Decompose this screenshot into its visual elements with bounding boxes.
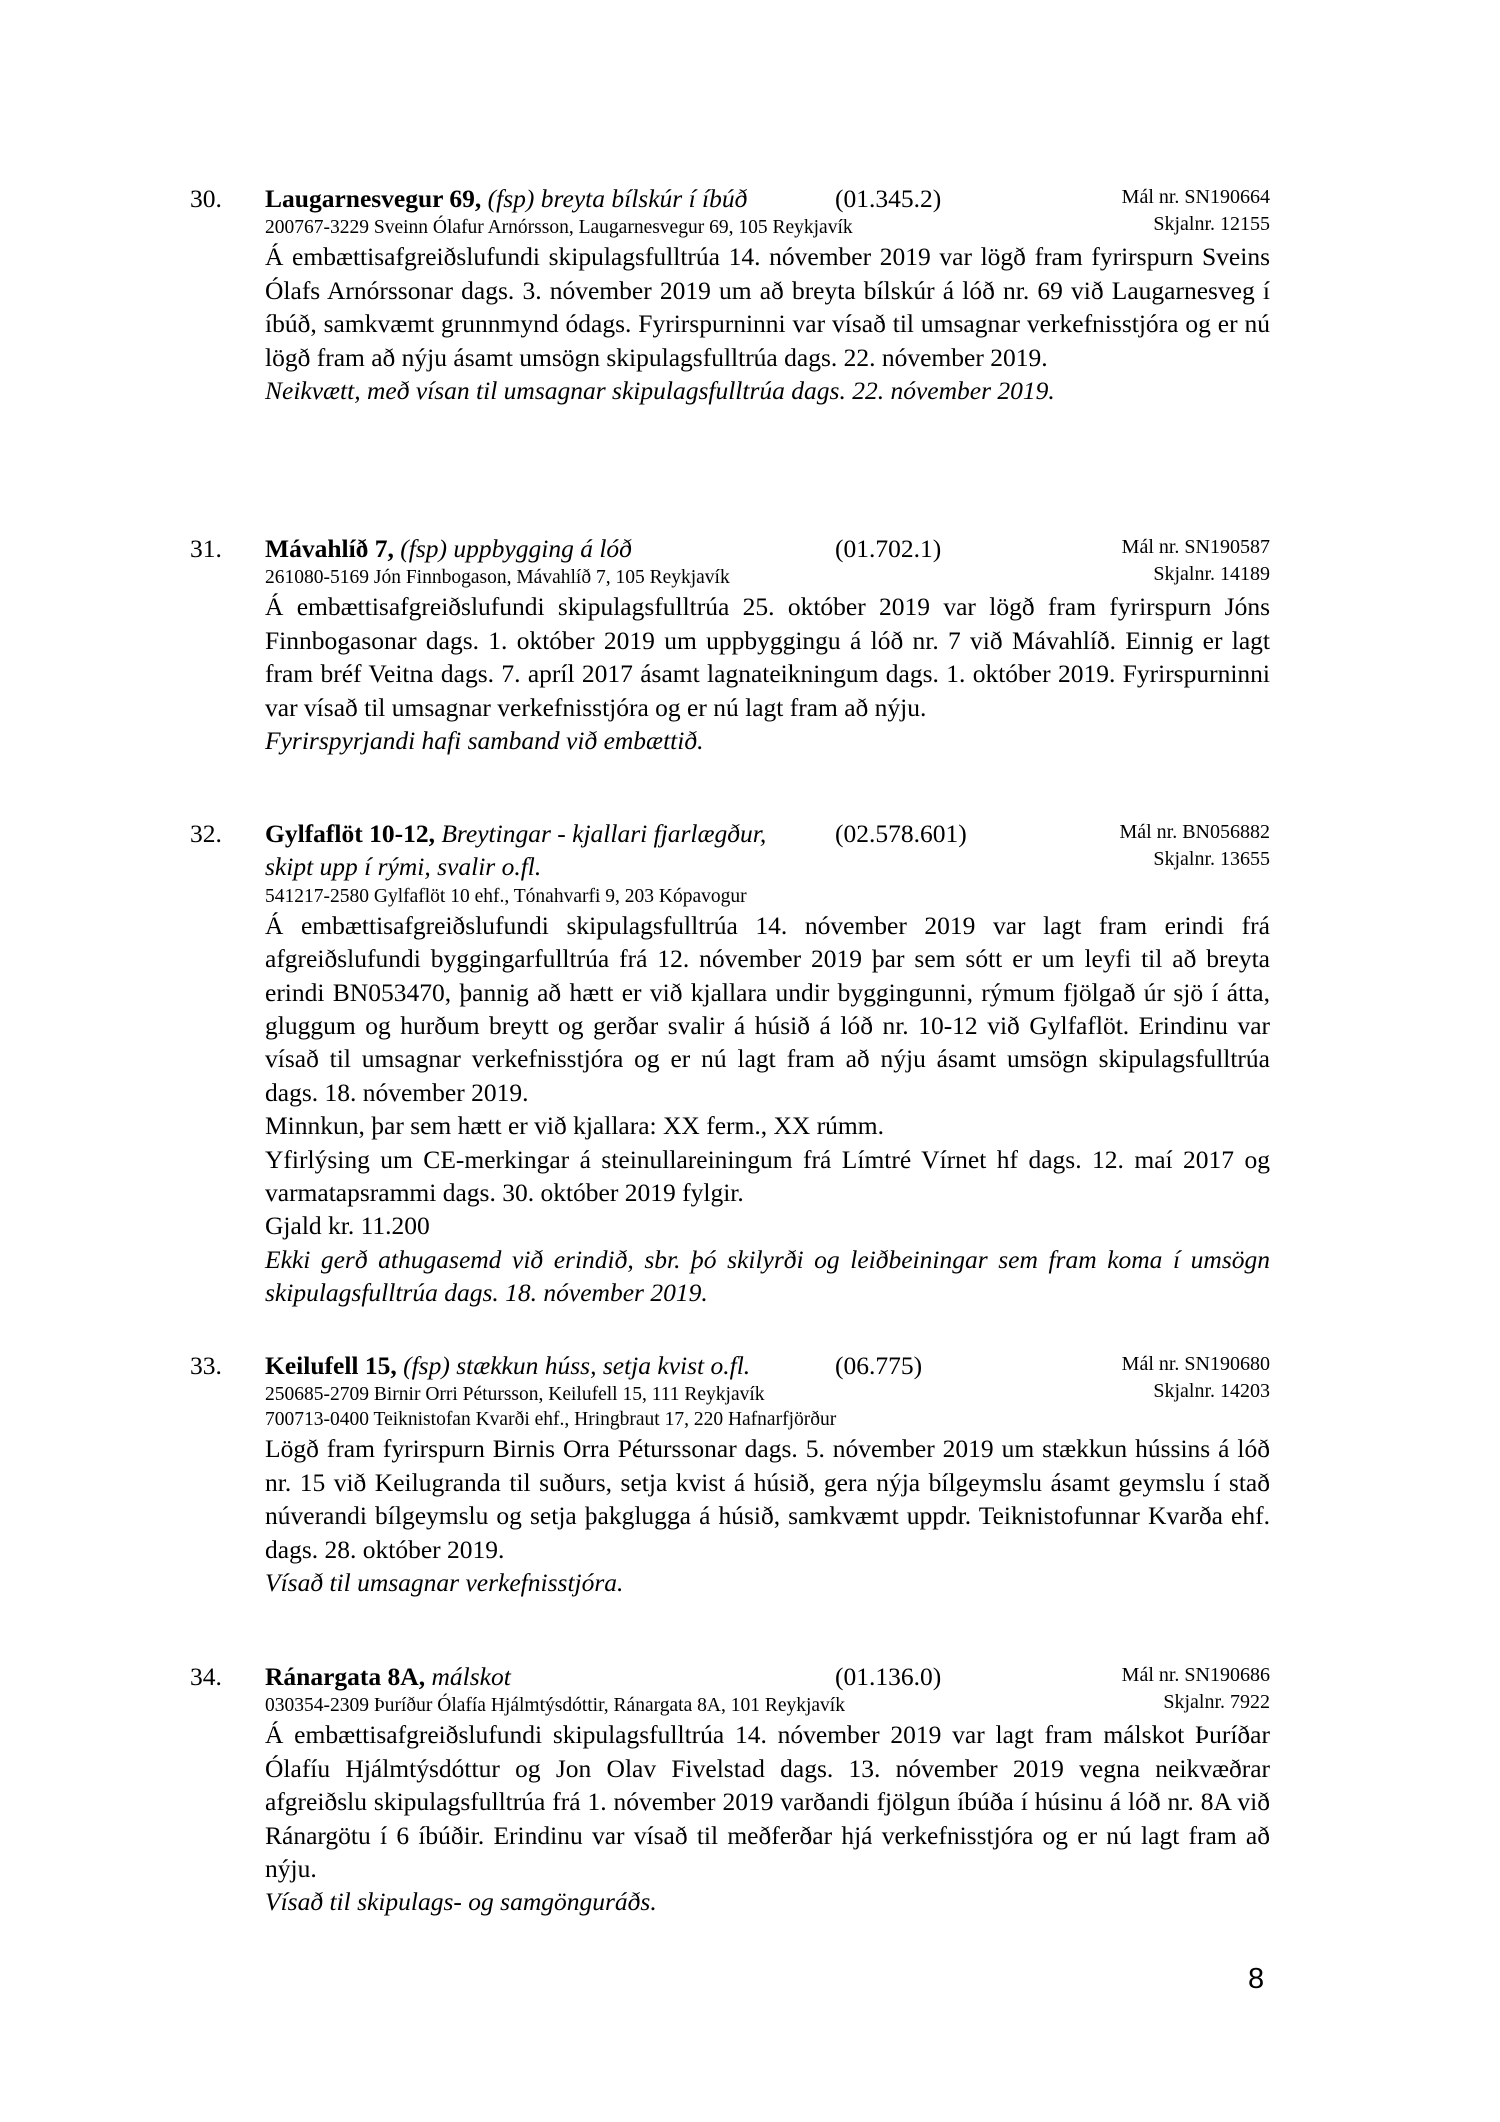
- case-refs: [1122, 184, 1270, 237]
- agenda-item-31: [190, 532, 1270, 757]
- party-line: 700713-0400 Teiknistofan Kvarði ehf., Hringbraut 17, 220 Hafnarfjörður: [265, 1409, 837, 1431]
- document-number: Skjalnr. 14189: [1153, 562, 1270, 585]
- title-address: Mávahlíð 7,: [265, 534, 394, 563]
- decision-line: Vísað til skipulags- og samgönguráðs.: [265, 1887, 657, 1917]
- item-title: [265, 1660, 780, 1693]
- case-number: Mál nr. SN190680: [1121, 1353, 1270, 1375]
- title-address: Keilufell 15,: [265, 1351, 397, 1380]
- case-refs: [1122, 1662, 1270, 1715]
- body-paragraph: Minnkun, þar sem hætt er við kjallara: XX ferm., XX rúmm.: [265, 1111, 884, 1141]
- agenda-item-34: [190, 1660, 1270, 1919]
- title-address: Gylfaflöt 10-12,: [265, 819, 435, 848]
- item-title: [265, 1349, 780, 1382]
- title-subject: (fsp) uppbygging á lóð: [400, 534, 632, 563]
- body-paragraph: Yfirlýsing um CE-merkingar á steinullareiningum frá Límtré Vírnet hf dags. 12. maí 2017 og varmatapsrammi dags. 30. október 2019 fylgir.: [265, 1144, 1270, 1208]
- case-number: Mál nr. SN190587: [1121, 536, 1270, 558]
- decision-line: Vísað til umsagnar verkefnisstjóra.: [265, 1568, 624, 1598]
- item-number: 31.: [190, 534, 222, 563]
- body-paragraph: Á embættisafgreiðslufundi skipulagsfulltrúa 25. október 2019 var lögð fram fyrirspurn Jóns Finnbogasonar dags. 1. október 2019 um uppbyggingu á lóð nr. 7 við Mávahlíð. Einnig er lagt fram bréf Veitna dags. 7. apríl 2017 ásamt lagnateikningum dags. 1. október 2019. Fyrirspurninni var vísað til umsagnar verkefnisstjóra og er nú lagt fram að nýju.: [265, 592, 1270, 722]
- party-line: 030354-2309 Þuríður Ólafía Hjálmtýsdóttir, Ránargata 8A, 101 Reykjavík: [265, 1695, 845, 1717]
- case-number: Mál nr. SN190664: [1121, 186, 1270, 208]
- decision-line: Fyrirspyrjandi hafi samband við embættið.: [265, 726, 704, 756]
- party-line: 200767-3229 Sveinn Ólafur Arnórsson, Laugarnesvegur 69, 105 Reykjavík: [265, 217, 853, 239]
- title-address: Laugarnesvegur 69,: [265, 184, 482, 213]
- title-subject: Breytingar - kjallari fjarlægður, skipt upp í rými, svalir o.fl.: [265, 819, 767, 882]
- case-refs: [1122, 1351, 1270, 1404]
- plan-code: (06.775): [835, 1351, 923, 1380]
- body-paragraph: Gjald kr. 11.200: [265, 1211, 430, 1241]
- title-subject: málskot: [431, 1662, 511, 1691]
- document-number: Skjalnr. 12155: [1153, 212, 1270, 235]
- plan-code: (01.702.1): [835, 534, 942, 563]
- title-address: Ránargata 8A,: [265, 1662, 426, 1691]
- agenda-item-30: [190, 182, 1270, 407]
- case-refs: [1122, 534, 1270, 587]
- party-line: 261080-5169 Jón Finnbogason, Mávahlíð 7, 105 Reykjavík: [265, 567, 730, 589]
- title-subject: (fsp) breyta bílskúr í íbúð: [487, 184, 748, 213]
- case-refs: [1119, 819, 1270, 872]
- document-number: Skjalnr. 13655: [1153, 847, 1270, 870]
- item-title: [265, 817, 780, 884]
- decision-line: Ekki gerð athugasemd við erindið, sbr. þó skilyrði og leiðbeiningar sem fram koma í umsögn skipulagsfulltrúa dags. 18. nóvember 2019.: [265, 1244, 1270, 1308]
- plan-code: (01.345.2): [835, 184, 942, 213]
- plan-code: (01.136.0): [835, 1662, 942, 1691]
- party-line: 541217-2580 Gylfaflöt 10 ehf., Tónahvarfi 9, 203 Kópavogur: [265, 885, 747, 907]
- case-number: Mál nr. SN190686: [1121, 1664, 1270, 1686]
- title-subject: (fsp) stækkun húss, setja kvist o.fl.: [403, 1351, 751, 1380]
- decision-line: Neikvætt, með vísan til umsagnar skipulagsfulltrúa dags. 22. nóvember 2019.: [265, 376, 1055, 406]
- agenda-item-33: [190, 1349, 1270, 1599]
- party-line: 250685-2709 Birnir Orri Pétursson, Keilufell 15, 111 Reykjavík: [265, 1384, 765, 1406]
- body-paragraph: Á embættisafgreiðslufundi skipulagsfulltrúa 14. nóvember 2019 var lagt fram erindi frá afgreiðslufundi byggingarfulltrúa frá 12. nóvember 2019 þar sem sótt er um leyfi til að breyta erindi BN053470, þannig að hætt er við kjallara undir byggingunni, rýmum fjölgað úr sjö í átta, gluggum og hurðum breytt og gerðar svalir á húsið á lóð nr. 10-12 við Gylfaflöt. Erindinu var vísað til umsagnar verkefnisstjóra og er nú lagt fram að nýju ásamt umsögn skipulagsfulltrúa dags. 18. nóvember 2019.: [265, 910, 1270, 1107]
- case-number: Mál nr. BN056882: [1119, 821, 1270, 843]
- page-number: 8: [1248, 1963, 1265, 1995]
- item-number: 30.: [190, 184, 222, 213]
- document-number: Skjalnr. 14203: [1153, 1379, 1270, 1402]
- body-paragraph: Lögð fram fyrirspurn Birnis Orra Péturssonar dags. 5. nóvember 2019 um stækkun hússins á lóð nr. 15 við Keilugranda til suðurs, setja kvist á húsið, gera nýja bílgeymslu ásamt geymslu í stað núverandi bílgeymslu og setja þakglugga á húsið, samkvæmt uppdr. Teiknistofunnar Kvarða ehf. dags. 28. október 2019.: [265, 1434, 1270, 1564]
- plan-code: (02.578.601): [835, 819, 967, 848]
- item-title: [265, 532, 780, 565]
- agenda-item-32: [190, 817, 1270, 1310]
- document-number: Skjalnr. 7922: [1163, 1690, 1270, 1713]
- item-title: [265, 182, 780, 215]
- item-number: 33.: [190, 1351, 222, 1380]
- item-number: 34.: [190, 1662, 222, 1691]
- item-number: 32.: [190, 819, 222, 848]
- body-paragraph: Á embættisafgreiðslufundi skipulagsfulltrúa 14. nóvember 2019 var lagt fram málskot Þuríðar Ólafíu Hjálmtýsdóttur og Jon Olav Fivelstad dags. 13. nóvember 2019 vegna neikvæðrar afgreiðslu skipulagsfulltrúa frá 1. nóvember 2019 varðandi fjölgun íbúða í húsinu á lóð nr. 8A við Ránargötu í 6 íbúðir. Erindinu var vísað til meðferðar hjá verkefnisstjóra og er nú lagt fram að nýju.: [265, 1720, 1270, 1884]
- body-paragraph: Á embættisafgreiðslufundi skipulagsfulltrúa 14. nóvember 2019 var lögð fram fyrirspurn Sveins Ólafs Arnórssonar dags. 3. nóvember 2019 um að breyta bílskúr á lóð nr. 69 við Laugarnesveg í íbúð, samkvæmt grunnmynd ódags. Fyrirspurninni var vísað til umsagnar verkefnisstjóra og er nú lögð fram að nýju ásamt umsögn skipulagsfulltrúa dags. 22. nóvember 2019.: [265, 242, 1270, 372]
